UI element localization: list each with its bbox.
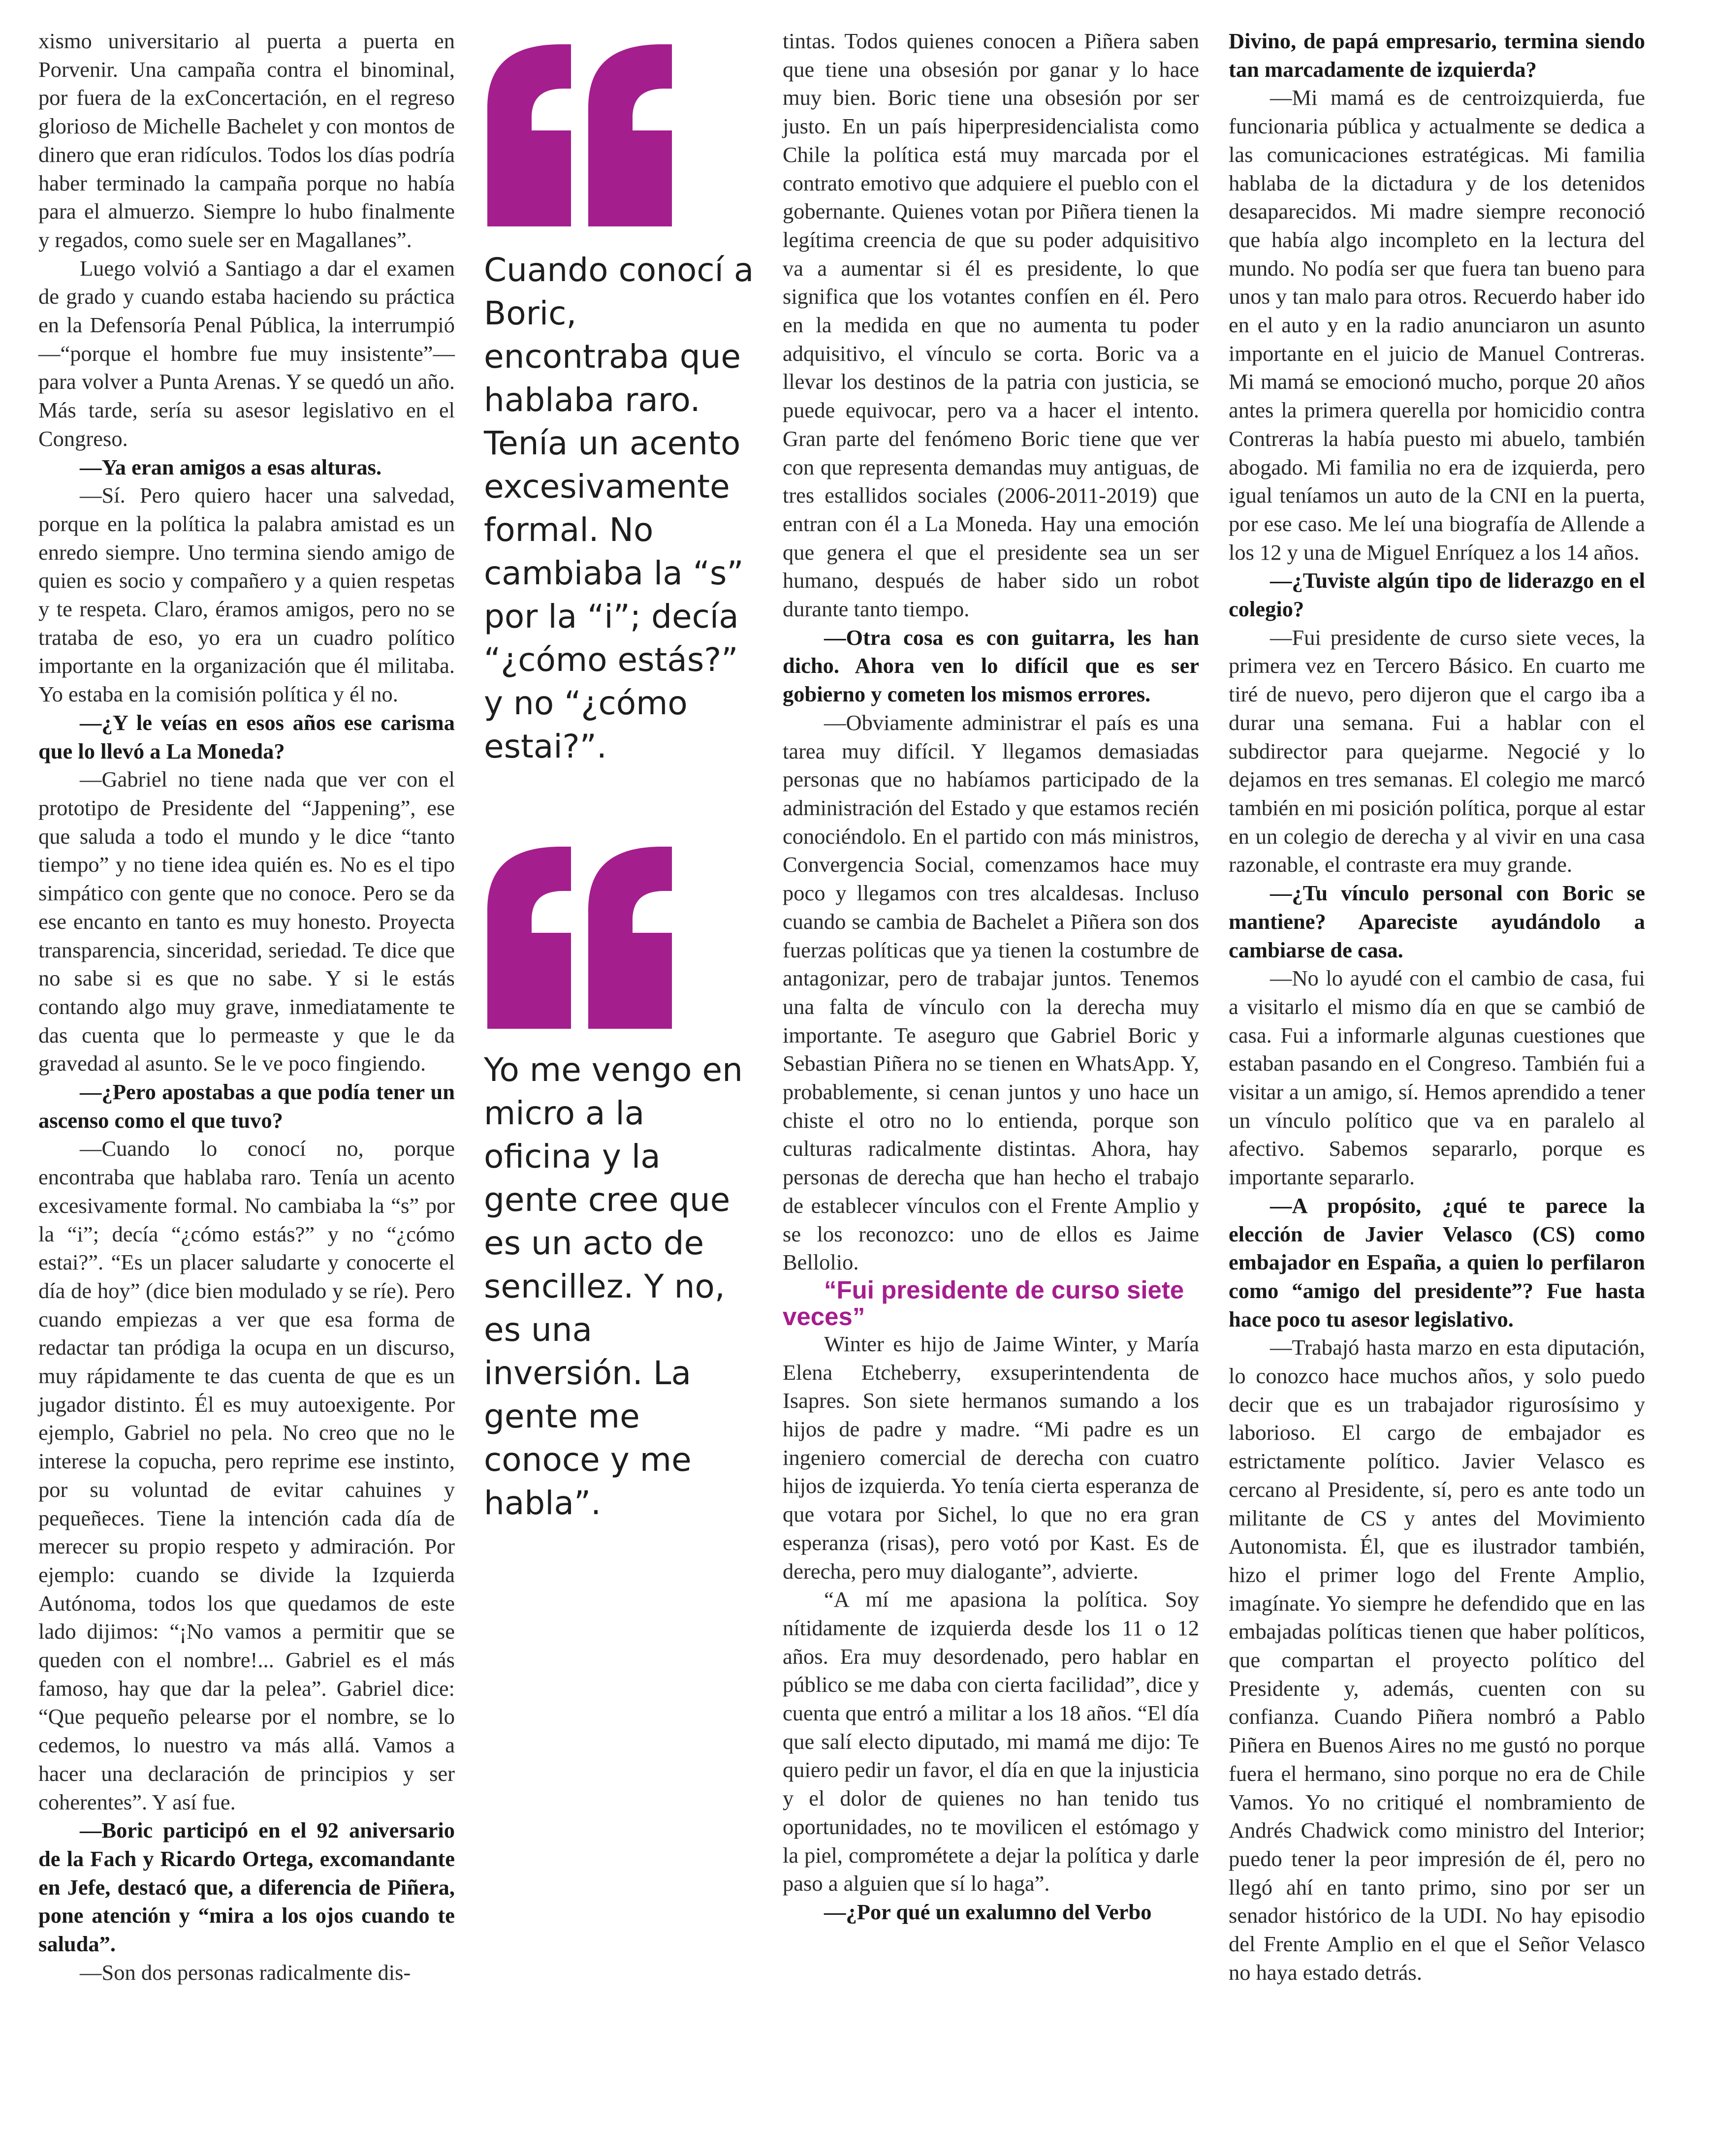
interview-question: —Ya eran amigos a esas alturas.: [80, 454, 382, 479]
article-paragraph: —No lo ayudé con el cambio de casa, fui a visitarlo el mismo día en que se cambió de casa. Fui a informarle algunas cuestiones que estaban pasando en el Congreso. También fui a visitar a un amigo, sí. Hemos aprendido a tener un vínculo político que va en paralelo al afectivo. Sabemos separarlo, porque es importante separarlo.: [1229, 966, 1645, 1190]
article-paragraph: —Sí. Pero quiero hacer una salvedad, porque en la política la palabra amistad es un enredo siempre. Uno termina siendo amigo de quien es socio y compañero y a quien respetas y te respeta. Claro, éramos amigos, pero no se trataba de eso, yo era un cuadro político importante en la organización que él militaba. Yo estaba en la comisión política y él no.: [38, 483, 455, 707]
article-paragraph: xismo universitario al puerta a puerta en Porvenir. Una campaña contra el binominal, por fuera de la exConcertación, en el regreso glorioso de Michelle Bachelet y con montos de dinero que eran ridículos. Todos los días podría haber terminado la campaña porque no había para el almuerzo. Siempre lo hubo finalmente y regados, como suele ser en Magallanes”.: [38, 29, 455, 252]
interview-question: —Boric participó en el 92 aniversario de la Fach y Ricardo Ortega, excomandante en Jefe, destacó que, a diferencia de Piñera, pone atención y “mira a los ojos cuando te saluda”.: [38, 1818, 455, 1957]
article-paragraph: —Son dos personas radicalmente dis-: [80, 1960, 411, 1985]
article-paragraph: —Cuando lo conocí no, porque encontraba que hablaba raro. Tenía un acento excesivamente formal. No cambiaba la “s” por la “i”; decía “¿cómo estás?” y no “¿cómo estai?”. “Es un placer saludarte y conocerte el día de hoy” (dice bien modulado y se ríe). Pero cuando empiezas a ver que esa forma de redactar tan pródiga la ocupa en un discurso, muy rápidamente te das cuenta de que es un jugador distinto. Él es muy autoexigente. Por ejemplo, Gabriel no pela. No creo que no le interese la copucha, pero reprime ese instinto, por su voluntad de evitar cahuines y pequeñeces. Tiene la intención cada día de merecer su propio respeto y admiración. Por ejemplo: cuando se divide la Izquierda Autónoma, todos los que quedamos de este lado dijimos: “¡No vamos a permitir que se queden con el nombre!... Gabriel es el más famoso, hay que dar la pelea”. Gabriel dice: “Que pequeño pelearse por el nombre, se lo cedemos, lo nuestro va más allá. Vamos a hacer una declaración de principios y ser coherentes”. Y así fue.: [38, 1136, 455, 1814]
interview-question: —Otra cosa es con guitarra, les han dicho. Ahora ven lo difícil que es ser gobierno y cometen los mismos errores.: [783, 625, 1199, 707]
quote-mark-icon: [482, 34, 679, 231]
article-column-3: [783, 27, 1199, 1927]
article-paragraph: tintas. Todos quienes conocen a Piñera saben que tiene una obsesión por ganar y lo hace muy bien. Boric tiene una obsesión por ser justo. En un país hiperpresidencialista como Chile la política está muy marcada por el contrato emotivo que adquiere el pueblo con el gobernante. Quienes votan por Piñera tienen la legítima creencia de que su poder adquisitivo va a aumentar si él es presidente, lo que significa que los votantes confíen en él. Pero en la medida en que no aumenta tu poder adquisitivo, el vínculo se corta. Boric va a llevar los destinos de la patria con justicia, se puede equivocar, pero va a hacer el intento. Gran parte del fenómeno Boric tiene que ver con que representa demandas muy antiguas, de tres estallidos sociales (2006-2011-2019) que entran con él a La Moneda. Hay una emoción que genera el que el presidente sea un ser humano, después de haber sido un robot durante tanto tiempo.: [783, 29, 1199, 622]
interview-question: —¿Tu vínculo personal con Boric se mantiene? Apareciste ayudándolo a cambiarse de casa.: [1229, 881, 1645, 962]
article-paragraph: —Trabajó hasta marzo en esta diputación, lo conozco hace muchos años, y solo puedo decir que es un trabajador rigurosísimo y laborioso. El cargo de embajador es estrictamente político. Javier Velasco es cercano al Presidente, sí, pero es ante todo un militante de CS y antes del Movimiento Autonomista. Él, que es ilustrador también, hizo el primer logo del Frente Amplio, imagínate. Yo siempre he defendido que en las embajadas políticas tienen que haber políticos, que compartan el proyecto político del Presidente y, además, cuenten con su confianza. Cuando Piñera nombró a Pablo Piñera en Buenos Aires no me gustó no porque fuera el hermano, sino porque no era de Chile Vamos. Yo no critiqué el nombramiento de Andrés Chadwick como ministro del Interior; puedo tener la peor impresión de él, pero no llegó ahí en tanto primo, sino por ser un senador histórico de la UDI. No hay episodio del Frente Amplio en el que el Señor Velasco no haya estado detrás.: [1229, 1335, 1645, 1985]
interview-question: —¿Y le veías en esos años ese carisma que lo llevó a La Moneda?: [38, 710, 455, 763]
interview-question: —¿Por qué un exalumno del Verbo: [824, 1900, 1152, 1924]
quote-mark-icon: [482, 837, 679, 1034]
article-paragraph: “A mí me apasiona la política. Soy nítidamente de izquierda desde los 11 o 12 años. Era muy desordenado, pero hablar en público se me daba con cierta facilidad”, dice y cuenta que entró a militar a los 18 años. “El día que salí electo diputado, mi mamá me dijo: Te quiero pedir un favor, el día en que la injusticia y el dolor de quienes no han tenido tus oportunidades, no te movilicen el estómago y la piel, comprométete a dejar la política y darle paso a alguien que sí lo haga”.: [783, 1587, 1199, 1896]
article-paragraph: —Gabriel no tiene nada que ver con el prototipo de Presidente del “Jappening”, ese que saluda a todo el mundo y le dice “tanto tiempo” y no tiene idea quién es. No es el tipo simpático con gente que no conoce. Pero se da ese encanto en tanto es muy honesto. Proyecta transparencia, sinceridad, seriedad. Te dice que no sabe si es que no sabe. Y si le estás contando algo muy grave, inmediatamente te das cuenta que lo permeaste y que le da gravedad al asunto. Se le ve poco fingiendo.: [38, 767, 455, 1076]
interview-question: Divino, de papá empresario, termina siendo tan marcadamente de izquierda?: [1229, 29, 1645, 82]
article-paragraph: —Obviamente administrar el país es una tarea muy difícil. Y llegamos demasiadas personas que no habíamos participado de la administración del Estado y que estamos recién conociéndolo. En el partido con más ministros, Convergencia Social, comenzamos hace muy poco y llegamos con tres alcaldesas. Incluso cuando se cambia de Bachelet a Piñera son dos fuerzas políticas que ya tienen la costumbre de antagonizar, pero de trabajar juntos. Tenemos una falta de vínculo con la derecha muy importante. Te aseguro que Gabriel Boric y Sebastian Piñera no se tienen en WhatsApp. Y, probablemente, si cenan juntos y uno hace un chiste el otro no lo entienda, porque son culturas radicalmente distintas. Ahora, hay personas de derecha que han hecho el trabajo de establecer vínculos con el Frente Amplio y se los reconozco: uno de ellos es Jaime Bellolio.: [783, 710, 1199, 1275]
article-paragraph: —Fui presidente de curso siete veces, la primera vez en Tercero Básico. En cuarto me tiré de nuevo, pero dijeron que el cargo iba a durar una semana. Fui a hablar con el subdirector para quejarme. Negocié y lo dejamos en tres semanas. El colegio me marcó también en mi posición política, porque al estar en un colegio de derecha y al vivir en una casa razonable, el contraste era muy grande.: [1229, 625, 1645, 877]
pull-quote-1: Cuando conocí a Boric, encontraba que hablaba raro. Tenía un acento excesivamente formal. No cambiaba la “s” por la “i”; decía “¿cómo estás?” y no “¿cómo estai?”.: [484, 251, 754, 765]
article-column-4: [1229, 27, 1645, 1987]
article-paragraph: Luego volvió a Santiago a dar el examen de grado y cuando estaba haciendo su práctica en la Defensoría Penal Pública, la interrumpió —“porque el hombre fue muy insistente”— para volver a Punta Arenas. Y se quedó un año. Más tarde, sería su asesor legislativo en el Congreso.: [38, 255, 455, 451]
article-column-1: [38, 27, 455, 1987]
interview-question: —¿Tuviste algún tipo de liderazgo en el colegio?: [1229, 568, 1645, 622]
interview-question: —¿Pero apostabas a que podía tener un ascenso como el que tuvo?: [38, 1079, 455, 1133]
section-subheading: “Fui presidente de curso siete veces”: [783, 1275, 1184, 1331]
interview-question: —A propósito, ¿qué te parece la elección de Javier Velasco (CS) como embajador en España, a quien lo perfilaron como “amigo del presidente”? Fue hasta hace poco tu asesor legislativo.: [1229, 1193, 1645, 1332]
article-paragraph: Winter es hijo de Jaime Winter, y María Elena Etcheberry, exsuperintendenta de Isapres. Son siete hermanos sumando a los hijos de padre y madre. “Mi padre es un ingeniero comercial de derecha con cuatro hijos de izquierda. Yo tenía cierta esperanza de que votara por Sichel, lo que no era gran esperanza (risas), pero votó por Kast. Es de derecha, pero muy dialogante”, advierte.: [783, 1331, 1199, 1584]
pull-quote-2: Yo me vengo en micro a la oficina y la gente cree que es un acto de sencillez. Y no, es una inversión. La gente me conoce y me habla”.: [484, 1051, 743, 1522]
article-paragraph: —Mi mamá es de centroizquierda, fue funcionaria pública y actualmente se dedica a las comunicaciones estratégicas. Mi familia hablaba de la dictadura y de los detenidos desaparecidos. Mi madre siempre reconoció que había algo incompleto en la lectura del mundo. No podía ser que fuera tan bueno para unos y tan malo para otros. Recuerdo haber ido en el auto y en la radio anunciaron un asunto importante en el juicio de Manuel Contreras. Mi mamá se emocionó mucho, porque 20 años antes la primera querella por homicidio contra Contreras la había puesto mi abuelo, también abogado. Mi familia no era de izquierda, pero igual teníamos un auto de la CNI en la puerta, por ese caso. Me leí una biografía de Allende a los 12 y una de Miguel Enríquez a los 14 años.: [1229, 85, 1645, 565]
